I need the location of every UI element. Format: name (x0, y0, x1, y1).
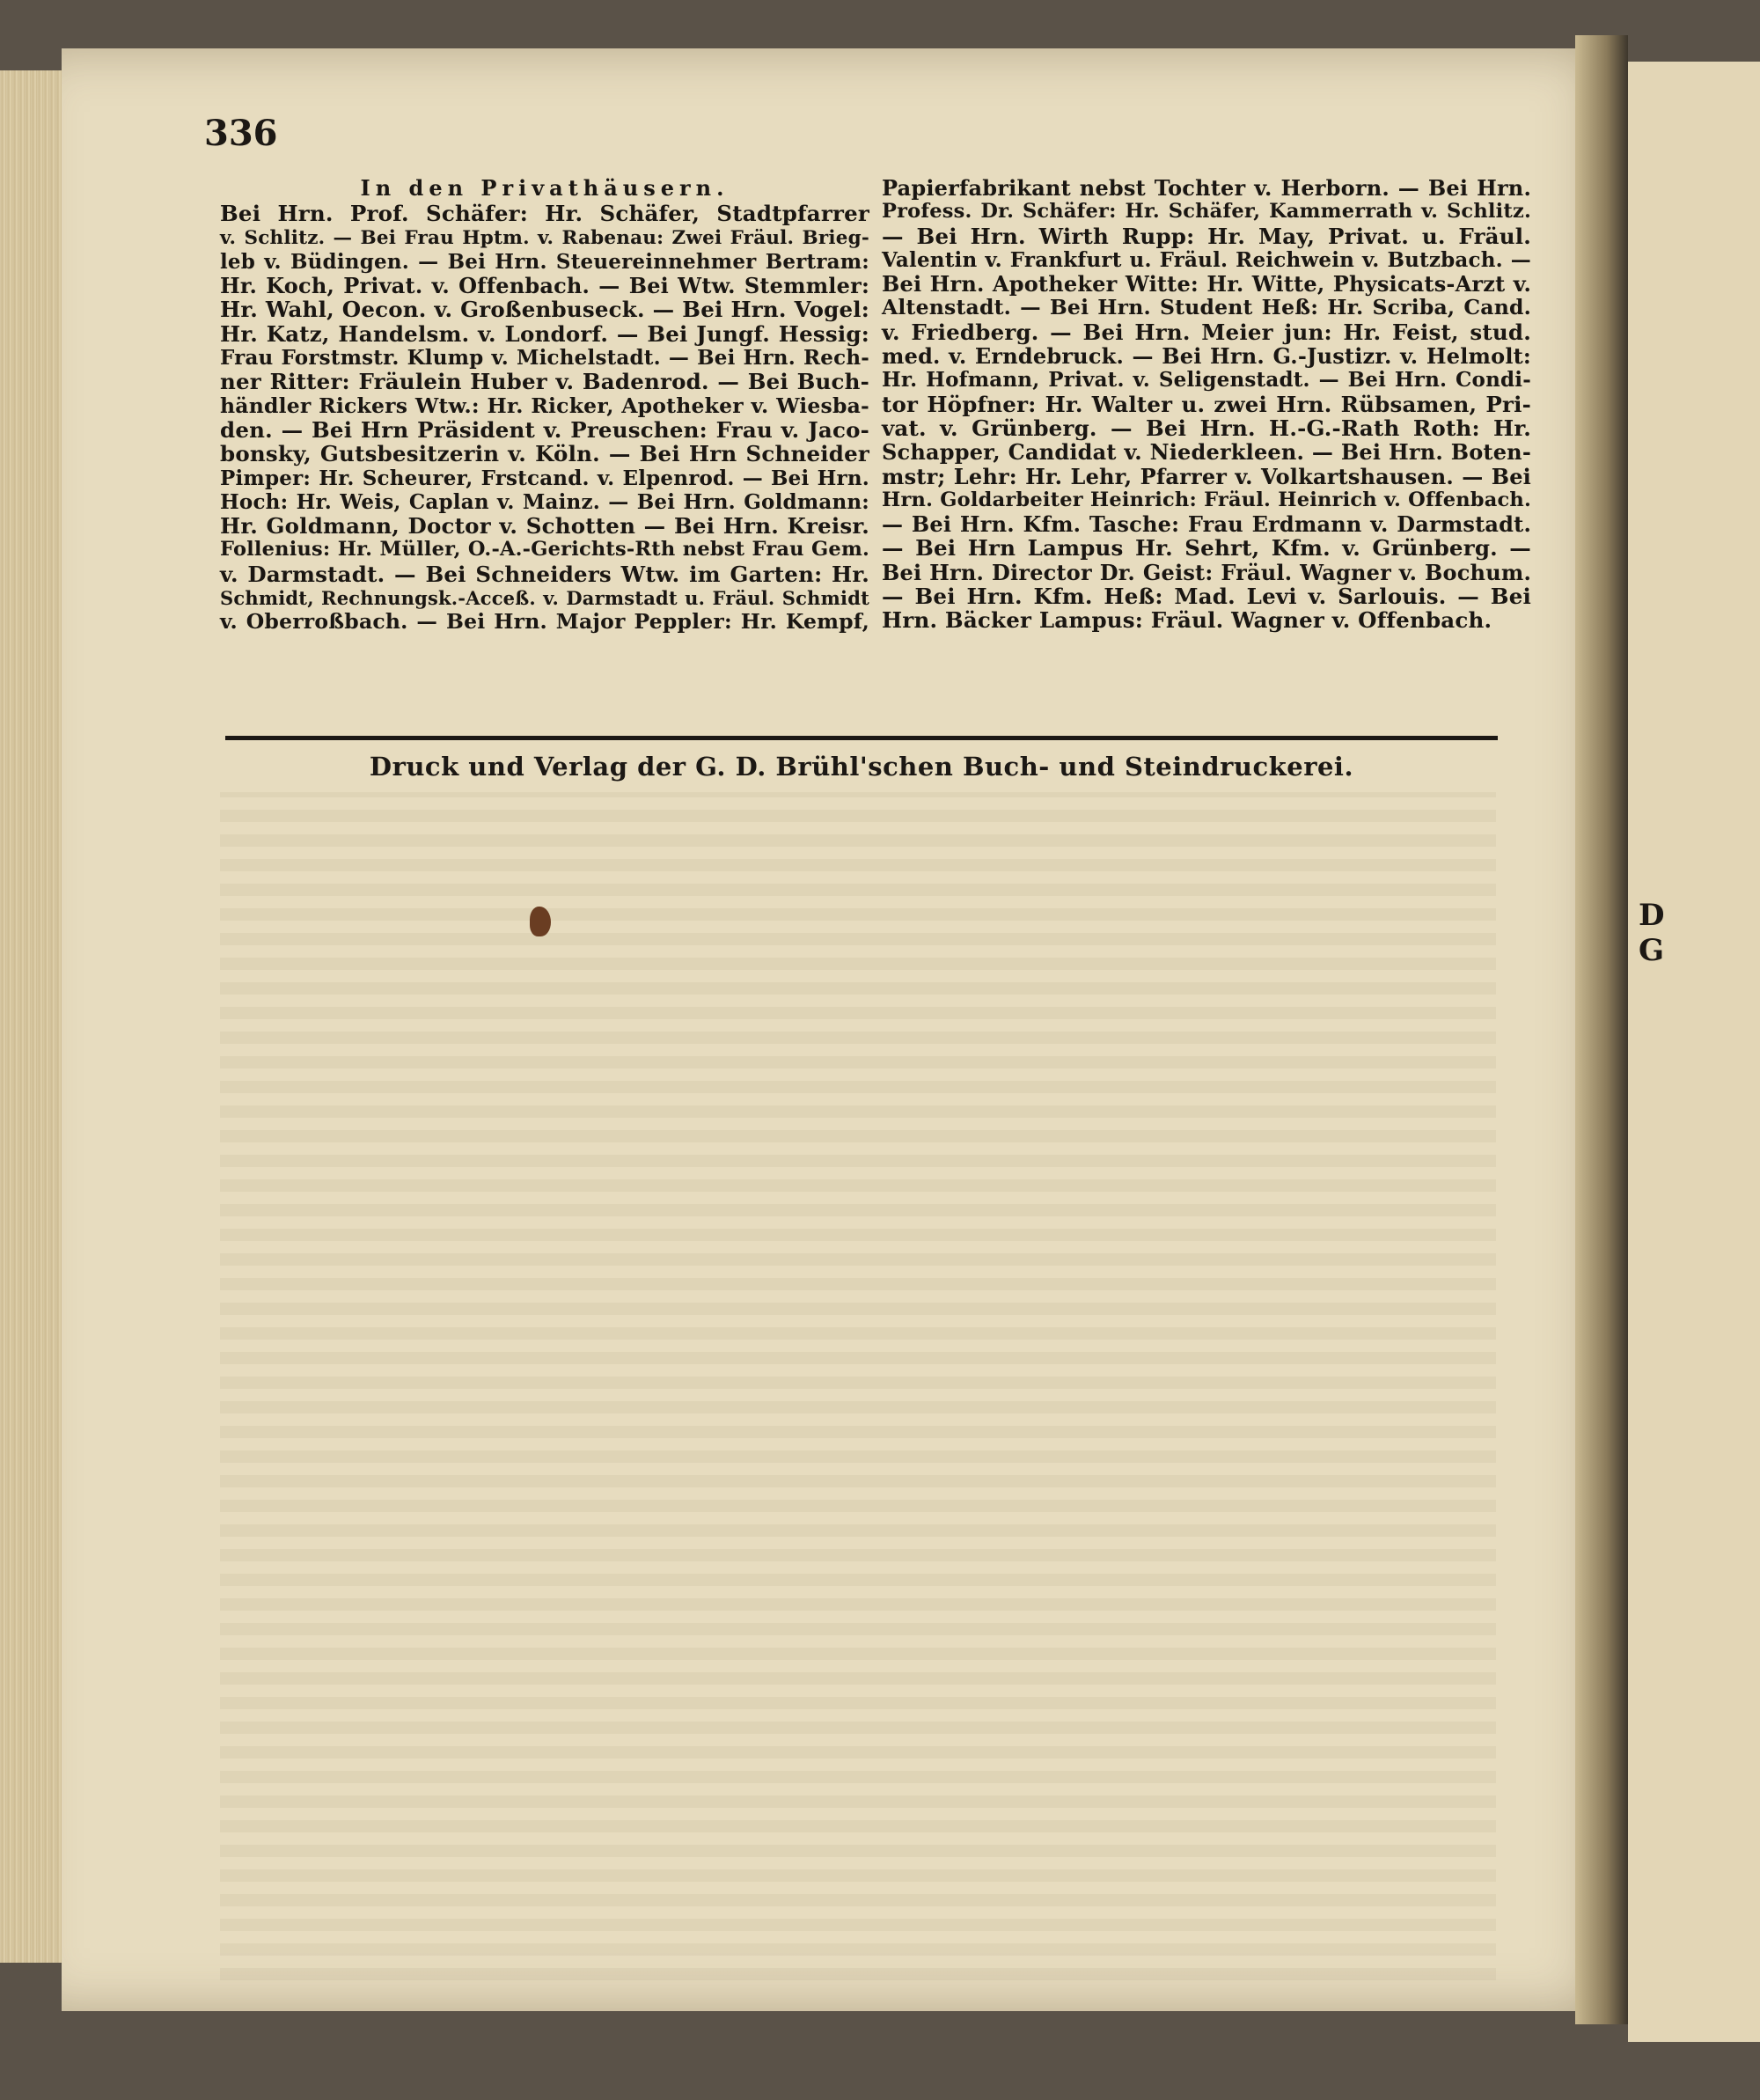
text-line: Hrn. Goldarbeiter Heinrich: Fräul. Heinrich v. Offenbach. (882, 488, 1531, 511)
separator-rule (225, 736, 1498, 740)
text-line: Hr. Hofmann, Privat. v. Seligenstadt. — Bei Hrn. Condi- (882, 368, 1531, 393)
text-line: Papierfabrikant nebst Tochter v. Herborn. — Bei Hrn. (882, 175, 1531, 201)
text-line: tor Höpfner: Hr. Walter u. zwei Hrn. Rübsamen, Pri- (882, 391, 1531, 417)
text-line: Follenius: Hr. Müller, O.-A.-Gerichts-Rth nebst Frau Gem. (220, 538, 869, 562)
text-line: Hr. Koch, Privat. v. Offenbach. — Bei Wtw. Stemmler: (220, 273, 869, 299)
text-line: Frau Forstmstr. Klump v. Michelstadt. — Bei Hrn. Rech- (220, 346, 869, 371)
imprint-line: Druck und Verlag der G. D. Brühl'schen Buch- und Steindruckerei. (369, 752, 1354, 782)
text-line: Hr. Wahl, Oecon. v. Großenbuseck. — Bei Hrn. Vogel: (220, 297, 869, 323)
text-line: v. Oberroßbach. — Bei Hrn. Major Peppler: Hr. Kempf, (220, 609, 869, 635)
text-line: ner Ritter: Fräulein Huber v. Badenrod. — Bei Buch- (220, 369, 869, 395)
text-line: Altenstadt. — Bei Hrn. Student Heß: Hr. Scriba, Cand. (882, 295, 1531, 320)
text-line: vat. v. Grünberg. — Bei Hrn. H.-G.-Rath Roth: Hr. (882, 415, 1531, 441)
text-line: Valentin v. Frankfurt u. Fräul. Reichwein v. Butzbach. — (882, 247, 1531, 272)
adjacent-page-fragment: D G (1628, 62, 1760, 2042)
text-line: Hr. Goldmann, Doctor v. Schotten — Bei Hrn. Kreisr. (220, 513, 869, 540)
text-line: — Bei Hrn. Wirth Rupp: Hr. May, Privat. u. Fräul. (882, 223, 1531, 249)
text-line: den. — Bei Hrn Präsident v. Preuschen: Frau v. Jaco- (220, 416, 869, 443)
text-line: Profess. Dr. Schäfer: Hr. Schäfer, Kammerrath v. Schlitz. (882, 200, 1531, 224)
bleed-through-texture (220, 792, 1496, 1980)
text-line: Hrn. Bäcker Lampus: Fräul. Wagner v. Offenbach. (882, 607, 1492, 634)
ink-stain (530, 907, 551, 936)
text-line: v. Friedberg. — Bei Hrn. Meier jun: Hr. Feist, stud. (882, 319, 1531, 345)
text-line: — Bei Hrn Lampus Hr. Sehrt, Kfm. v. Grünberg. — (882, 535, 1531, 562)
right-column (882, 176, 1531, 633)
book-gutter (1575, 35, 1628, 2024)
text-line: Pimper: Hr. Scheurer, Frstcand. v. Elpenrod. — Bei Hrn. (220, 466, 869, 490)
text-line: Bei Hrn. Prof. Schäfer: Hr. Schäfer, Stadtpfarrer (220, 201, 869, 227)
text-line: händler Rickers Wtw.: Hr. Ricker, Apotheker v. Wiesba- (220, 393, 869, 418)
text-line: — Bei Hrn. Kfm. Heß: Mad. Levi v. Sarlouis. — Bei (882, 584, 1531, 610)
text-line: v. Darmstadt. — Bei Schneiders Wtw. im Garten: Hr. (220, 561, 869, 587)
text-line: Hr. Katz, Handelsm. v. Londorf. — Bei Jungf. Hessig: (220, 320, 869, 347)
text-line: v. Schlitz. — Bei Frau Hptm. v. Rabenau: Zwei Fräul. Brieg- (220, 226, 869, 249)
text-line: bonsky, Gutsbesitzerin v. Köln. — Bei Hrn Schneider (220, 441, 869, 467)
section-heading: In den Privathäusern. (360, 175, 730, 201)
text-line: leb v. Büdingen. — Bei Hrn. Steuereinnehmer Bertram: (220, 249, 869, 274)
text-line: Bei Hrn. Apotheker Witte: Hr. Witte, Physicats-Arzt v. (882, 271, 1531, 297)
text-line: mstr; Lehr: Hr. Lehr, Pfarrer v. Volkartshausen. — Bei (882, 463, 1531, 489)
text-line: Schapper, Candidat v. Niederkleen. — Bei Hrn. Boten- (882, 439, 1531, 466)
left-column (220, 176, 869, 635)
text-line: Schmidt, Rechnungsk.-Acceß. v. Darmstadt u. Fräul. Schmidt (220, 587, 869, 610)
text-line: Bei Hrn. Director Dr. Geist: Fräul. Wagner v. Bochum. (882, 559, 1531, 585)
text-line: Hoch: Hr. Weis, Caplan v. Mainz. — Bei Hrn. Goldmann: (220, 489, 869, 514)
text-line: med. v. Erndebruck. — Bei Hrn. G.-Justizr. v. Helmolt: (882, 343, 1531, 370)
page-number: 336 (204, 113, 278, 154)
left-column-lines (220, 202, 869, 634)
text-line: — Bei Hrn. Kfm. Tasche: Frau Erdmann v. Darmstadt. (882, 511, 1531, 538)
